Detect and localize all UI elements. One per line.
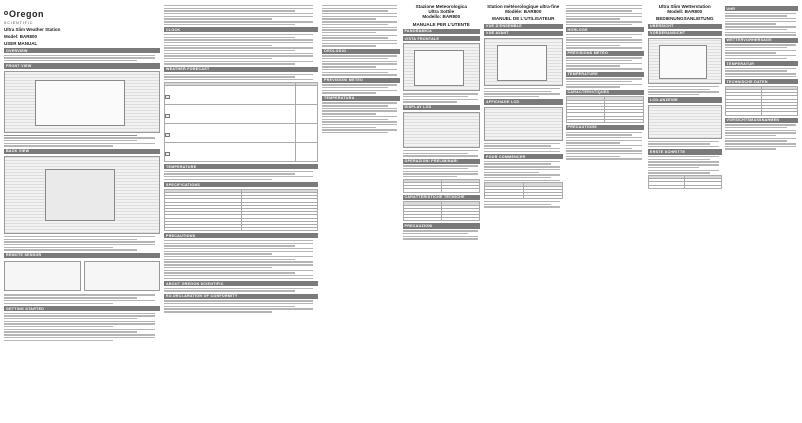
legend-list (4, 236, 160, 251)
section-heading-fr-weather: PRÉVISIONS MÉTÉO (566, 51, 645, 56)
section-heading-getting-started: GETTING STARTED (4, 306, 160, 311)
specifications-table (164, 189, 318, 231)
section-heading-it-front: VISTA FRONTALE (403, 36, 481, 41)
column-german (648, 4, 798, 419)
section-heading-sensor: REMOTE SENSOR (4, 253, 160, 258)
front-view-diagram (4, 71, 160, 133)
section-heading-it-temperature: TEMPERATURA (322, 96, 400, 101)
de-front-view-diagram (648, 38, 722, 84)
section-heading-de-clock: UHR (725, 6, 799, 11)
section-heading-fr-precautions: PRÉCAUTIONS (566, 125, 645, 130)
product-title: Ultra Slim Weather Station (4, 27, 61, 32)
section-heading-specifications: SPECIFICATIONS (164, 182, 318, 187)
fr-specs-table (566, 96, 645, 123)
section-heading-back-view: BACK VIEW (4, 149, 160, 154)
column-english-1 (4, 4, 160, 419)
section-heading-clock: CLOCK (164, 27, 318, 32)
forecast-icon-table (164, 82, 318, 162)
german-title: Ultra Slim Wetterstation Modell: BAR800 BEDIENUNGSANLEITUNG (648, 4, 722, 22)
manual-title: USER MANUAL (4, 41, 38, 46)
fr-table (484, 182, 563, 199)
brand-subtitle: SCIENTIFIC (4, 21, 34, 25)
section-heading-fr-overview: VUE D'ENSEMBLE (484, 24, 563, 29)
fr-display-diagram (484, 107, 563, 141)
french-title: Station météorologique ultra-fine Modèle: BAR800 MANUEL DE L'UTILISATEUR (484, 4, 563, 22)
oregon-logo-icon (4, 11, 8, 15)
section-heading-weather: WEATHER FORECAST (164, 67, 318, 72)
de-table (648, 175, 722, 189)
section-heading-fr-display: AFFICHAGE LCD (484, 99, 563, 104)
it-table (403, 179, 481, 193)
section-heading-it-weather: PREVISIONI METEO (322, 78, 400, 83)
section-heading-fr-temperature: TEMPÉRATURE (566, 72, 645, 77)
french-manual-title: MANUEL DE L'UTILISATEUR (492, 16, 555, 22)
section-heading-precautions: PRECAUTIONS (164, 233, 318, 238)
italian-manual-title: MANUALE PER L'UTENTE (412, 21, 470, 27)
section-heading-it-specs: CARATTERISTICHE TECNICHE (403, 195, 481, 200)
section-heading-front-view: FRONT VIEW (4, 63, 160, 68)
it-front-view-diagram (403, 43, 481, 91)
section-heading-fr-start: POUR COMMENCER (484, 154, 563, 159)
section-heading-de-precautions: VORSICHTSMASSNAHMEN (725, 118, 799, 123)
model-number: Model: BAR800 (4, 34, 38, 39)
section-heading-de-display: LCD-ANZEIGE (648, 97, 722, 102)
paragraph (4, 55, 160, 62)
section-heading-it-clock: OROLOGIO (322, 49, 400, 54)
section-heading-it-precautions: PRECAUZIONI (403, 223, 481, 228)
section-heading-de-temperature: TEMPERATUR (725, 61, 799, 66)
section-heading-fr-front: VUE AVANT (484, 31, 563, 36)
column-english-2 (164, 4, 318, 419)
section-heading-overview: OVERVIEW (4, 48, 160, 53)
fr-front-view-diagram (484, 38, 563, 86)
section-heading-about: ABOUT OREGON SCIENTIFIC (164, 281, 318, 286)
section-heading-de-weather: WETTERVORHERSAGE (725, 38, 799, 43)
section-heading-eu: EU-DECLARATION OF CONFORMITY (164, 294, 318, 299)
it-display-diagram (403, 112, 481, 148)
de-display-diagram (648, 105, 722, 139)
section-heading-it-display: DISPLAY LCD (403, 105, 481, 110)
column-italian (322, 4, 480, 419)
section-heading-it-overview: PANORAMICA (403, 29, 481, 34)
section-heading-de-overview: ÜBERSICHT (648, 24, 722, 29)
section-heading-de-front: VORDERANSICHT (648, 31, 722, 36)
section-heading-fr-specs: CARACTÉRISTIQUES (566, 90, 645, 95)
section-heading-fr-clock: HORLOGE (566, 27, 645, 32)
legend-list (4, 135, 160, 147)
section-heading-it-start: OPERAZIONI PRELIMINARI (403, 159, 481, 164)
sensor-back-diagram (84, 261, 161, 291)
de-specs-table (725, 86, 799, 116)
sensor-front-diagram (4, 261, 81, 291)
brand-logo: Oregon (4, 4, 160, 22)
section-heading-de-start: ERSTE SCHRITTE (648, 149, 722, 154)
section-heading-de-specs: TECHNISCHE DATEN (725, 79, 799, 84)
italian-title: Stazione Meteorologica Ultra Sottile Modello: BAR800 MANUALE PER L'UTENTE (403, 4, 481, 27)
it-specs-table (403, 201, 481, 221)
column-french (484, 4, 644, 419)
german-manual-title: BEDIENUNGSANLEITUNG (656, 16, 714, 22)
back-view-diagram (4, 156, 160, 234)
section-heading-temperature: TEMPERATURE (164, 164, 318, 169)
